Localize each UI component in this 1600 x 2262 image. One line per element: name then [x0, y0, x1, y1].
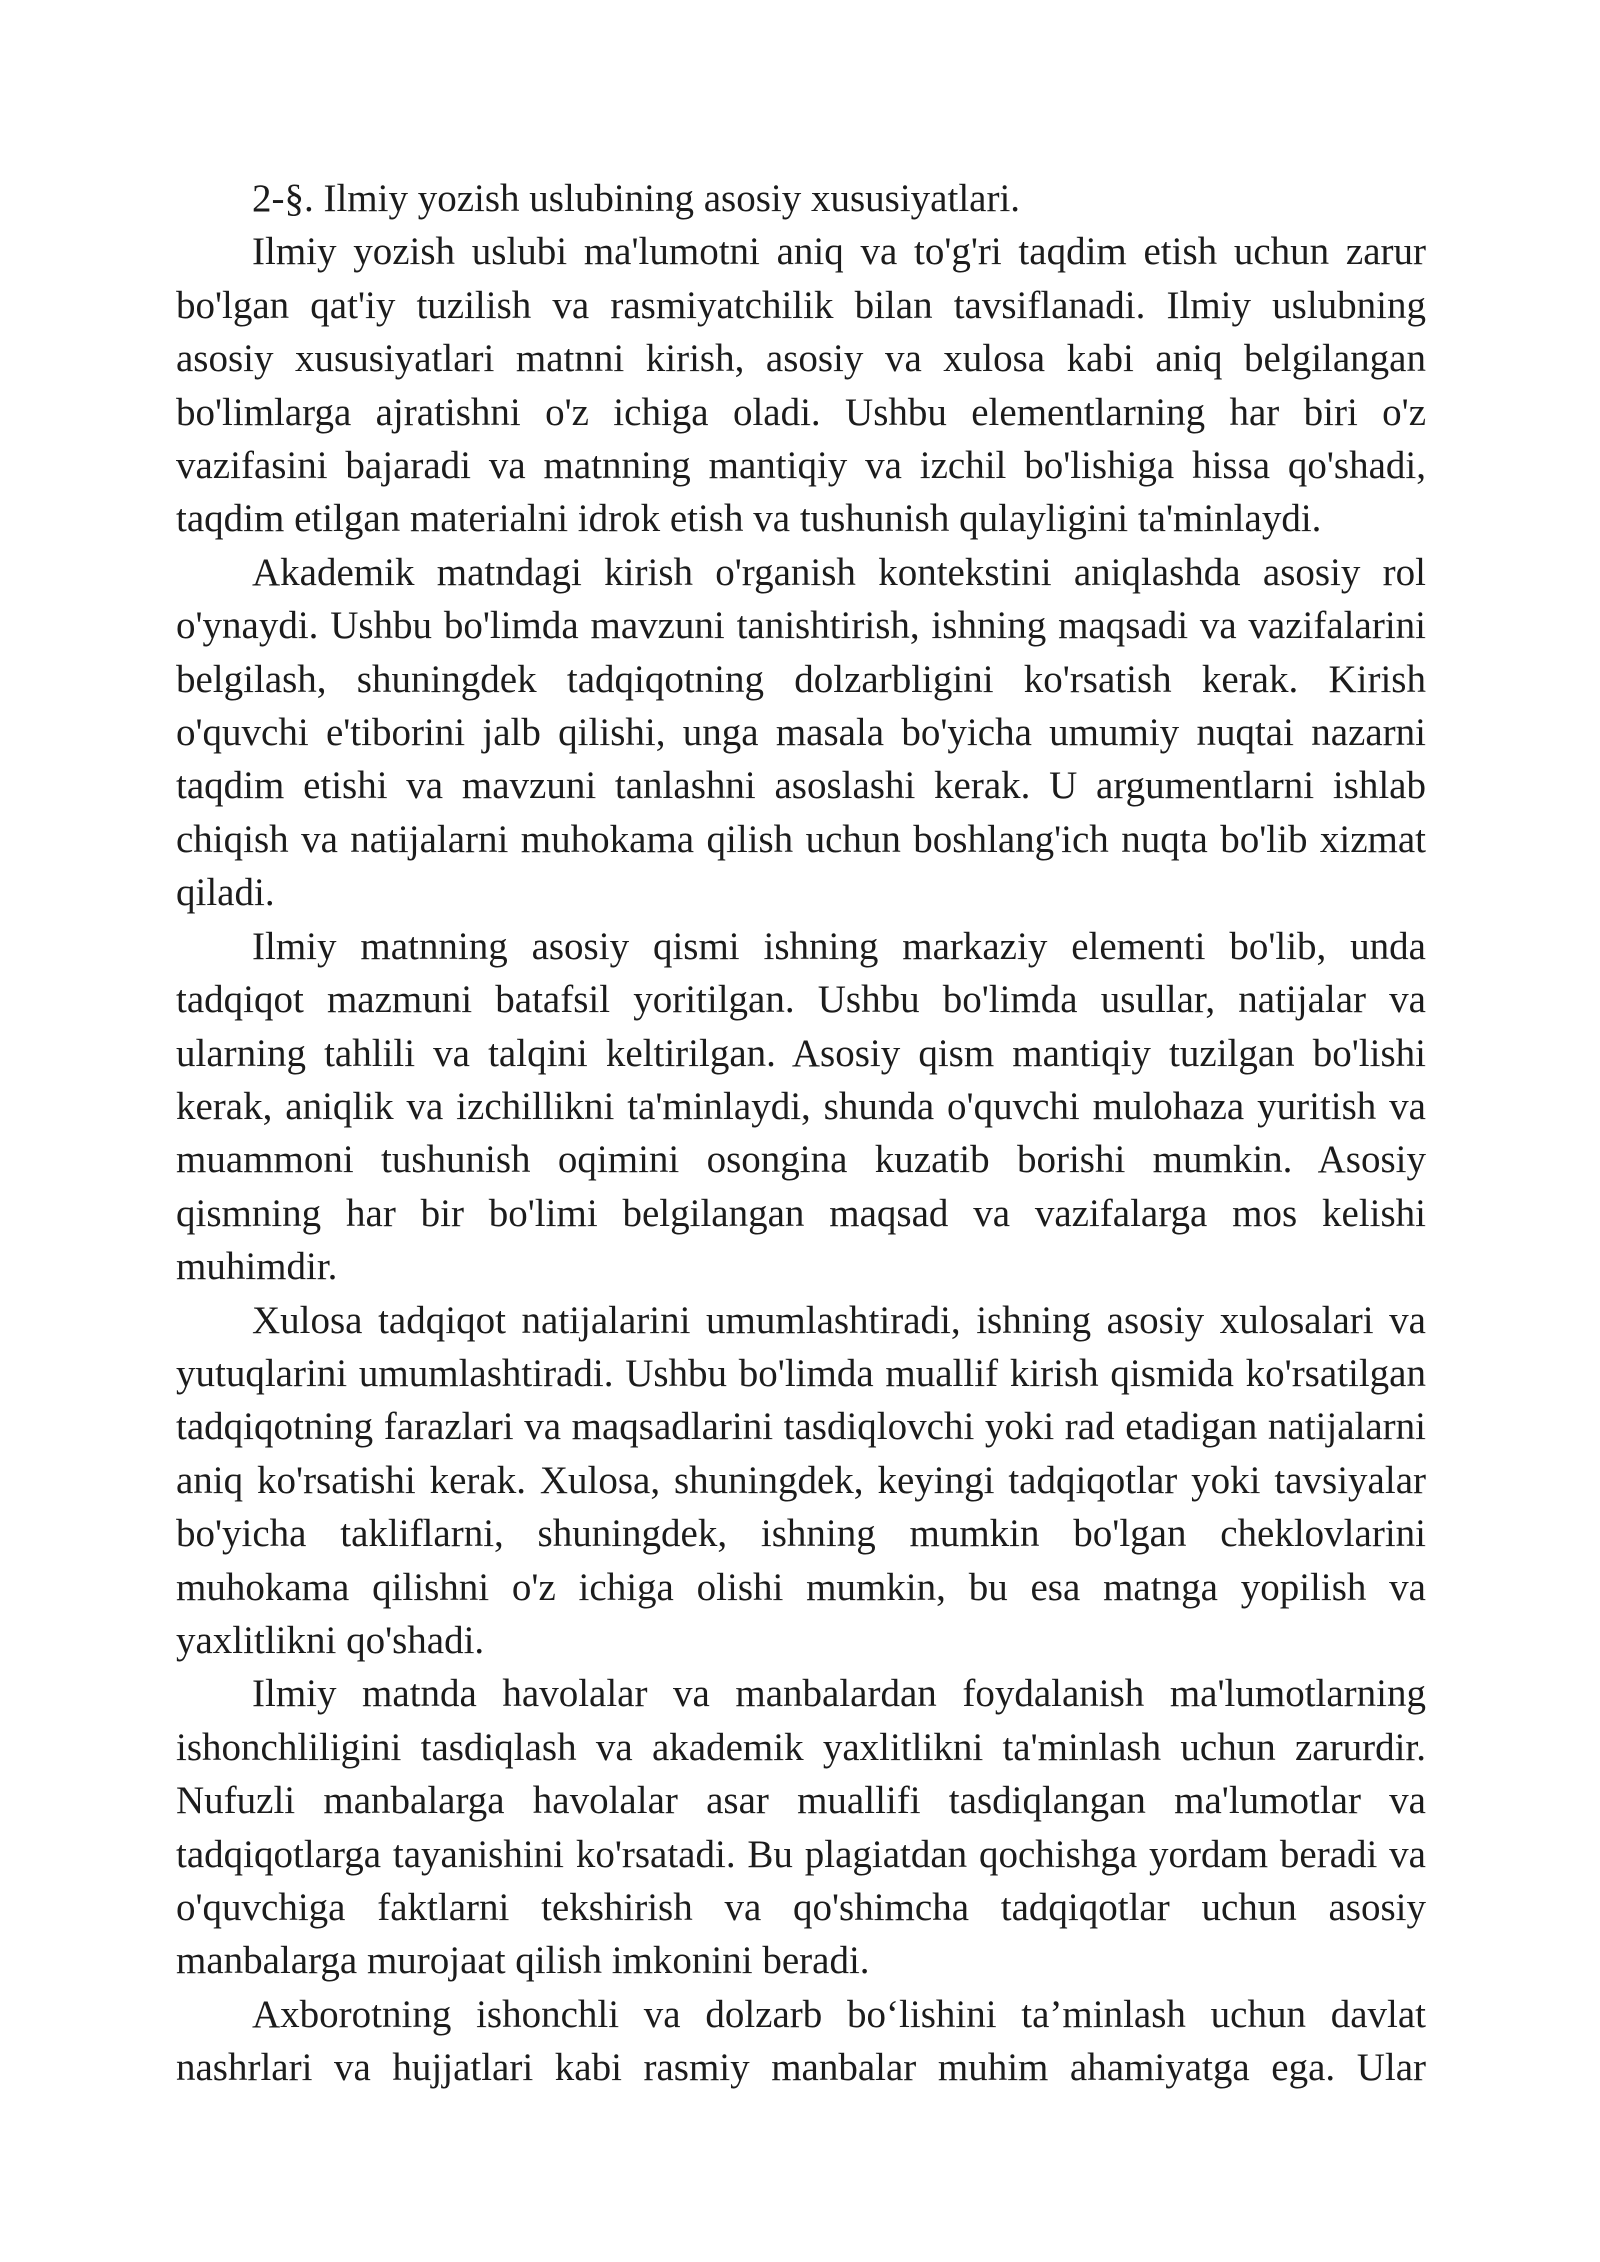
paragraph-official-sources: Axborotning ishonchli va dolzarb bo‘lishini ta’minlash uchun davlat nashrlari va hujjatlari kabi rasmiy manbalar muhim ahamiyatga ega. Ular	[176, 1992, 1426, 2090]
paragraph-main-body: Ilmiy matnning asosiy qismi ishning markaziy elementi bo'lib, unda tadqiqot mazmuni batafsil yoritilgan. Ushbu bo'limda usullar, natijalar va ularning tahlili va talqini keltirilgan. Asosiy qism mantiqiy tuzilgan bo'lishi kerak, aniqlik va izchillikni ta'minlaydi, shunda o'quvchi mulohaza yuritish va muammoni tushunish oqimini osongina kuzatib borishi mumkin. Asosiy qismning har bir bo'limi belgilangan maqsad va vazifalarga mos kelishi muhimdir.	[176, 924, 1426, 1289]
paragraph-references: Ilmiy matnda havolalar va manbalardan foydalanish ma'lumotlarning ishonchliligini tasdiqlash va akademik yaxlitlikni ta'minlash uchun zarurdir. Nufuzli manbalarga havolalar asar muallifi tasdiqlangan ma'lumotlar va tadqiqotlarga tayanishini ko'rsatadi. Bu plagiatdan qochishga yordam beradi va o'quvchiga faktlarni tekshirish va qo'shimcha tadqiqotlar uchun asosiy manbalarga murojaat qilish imkonini beradi.	[176, 1672, 1426, 1983]
paragraph-conclusion: Xulosa tadqiqot natijalarini umumlashtiradi, ishning asosiy xulosalari va yutuqlarini umumlashtiradi. Ushbu bo'limda muallif kirish qismida ko'rsatilgan tadqiqotning farazlari va maqsadlarini tasdiqlovchi yoki rad etadigan natijalarni aniq ko'rsatishi kerak. Xulosa, shuningdek, keyingi tadqiqotlar yoki tavsiyalar bo'yicha takliflarni, shuningdek, ishning mumkin bo'lgan cheklovlarini muhokama qilishni o'z ichiga olishi mumkin, bu esa matnga yopilish va yaxlitlikni qo'shadi.	[176, 1298, 1426, 1662]
section-heading: 2-§. Ilmiy yozish uslubining asosiy xususiyatlari.	[252, 177, 1021, 220]
document-body	[176, 172, 1426, 2095]
paragraph-introduction-role: Akademik matndagi kirish o'rganish kontekstini aniqlashda asosiy rol o'ynaydi. Ushbu bo'limda mavzuni tanishtirish, ishning maqsadi va vazifalarini belgilash, shuningdek tadqiqotning dolzarbligini ko'rsatish kerak. Kirish o'quvchi e'tiborini jalb qilishi, unga masala bo'yicha umumiy nuqtai nazarni taqdim etishi va mavzuni tanlashni asoslashi kerak. U argumentlarni ishlab chiqish va natijalarni muhokama qilish uchun boshlang'ich nuqta bo'lib xizmat qiladi.	[176, 550, 1426, 915]
paragraph-intro: Ilmiy yozish uslubi ma'lumotni aniq va to'g'ri taqdim etish uchun zarur bo'lgan qat'iy tuzilish va rasmiyatchilik bilan tavsiflanadi. Ilmiy uslubning asosiy xususiyatlari matnni kirish, asosiy va xulosa kabi aniq belgilangan bo'limlarga ajratishni o'z ichiga oladi. Ushbu elementlarning har biri o'z vazifasini bajaradi va matnning mantiqiy va izchil bo'lishiga hissa qo'shadi, taqdim etilgan materialni idrok etish va tushunish qulayligini ta'minlaydi.	[176, 230, 1426, 541]
